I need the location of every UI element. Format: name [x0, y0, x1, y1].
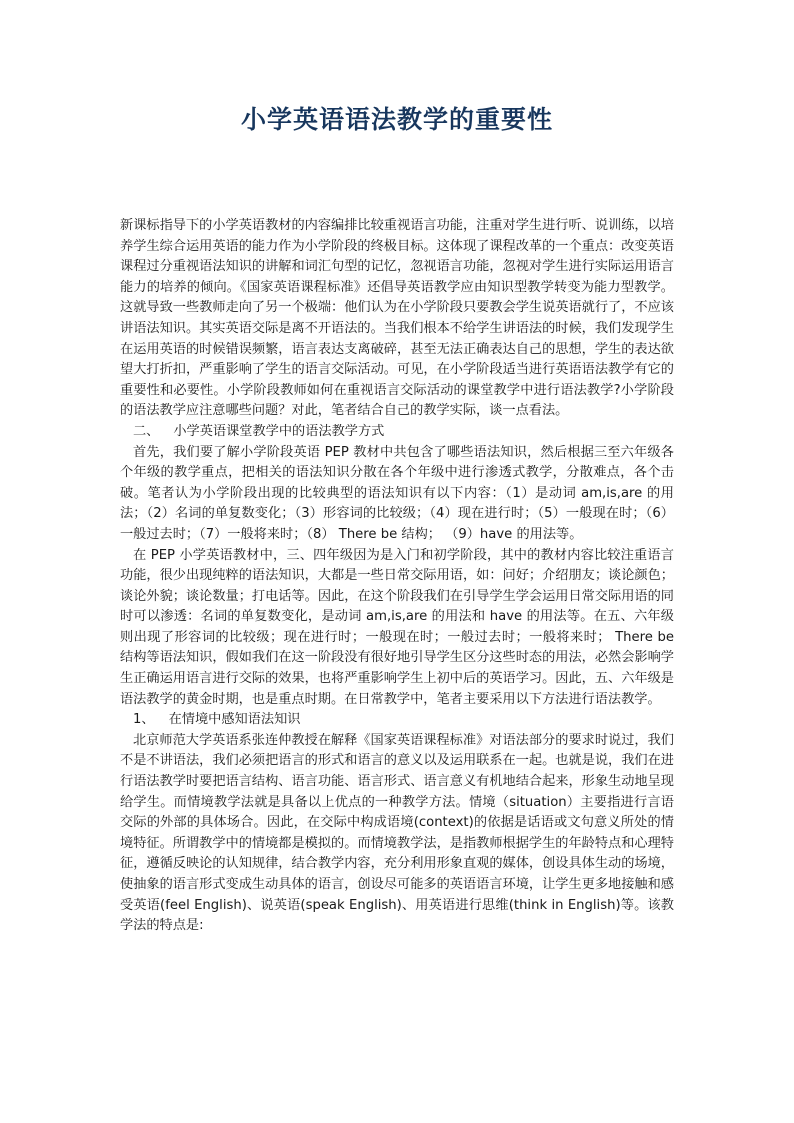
intro-paragraph: 新课标指导下的小学英语教材的内容编排比较重视语言功能，注重对学生进行听、说训练，以培养学生综合运用英语的能力作为小学阶段的终极目标。这体现了课程改革的一个重点：改变英语课程过分重视语法知识的讲解和词汇句型的记忆，忽视语言功能，忽视对学生进行实际运用语言能力的培养的倾向。《国家英语课程标准》还倡导英语教学应由知识型教学转变为能力型教学。这就导致一些教师走向了另一个极端：他们认为在小学阶段只要教会学生说英语就行了，不应该讲语法知识。其实英语交际是离不开语法的。当我们根本不给学生讲语法的时候，我们发现学生在运用英语的时候错误频繁，语言表达支离破碎，甚至无法正确表达自己的思想，学生的表达欲望大打折扣，严重影响了学生的语言交际活动。可见，在小学阶段适当进行英语语法教学有它的重要性和必要性。小学阶段教师如何在重视语言交际活动的课堂教学中进行语法教学?小学阶段的语法教学应注意哪些问题？对此，笔者结合自己的教学实际，谈一点看法。 — [120, 218, 674, 419]
subsection-number: 1、 — [133, 712, 155, 728]
pep-textbook-paragraph: 在 PEP 小学英语教材中，三、四年级因为是入门和初学阶段，其中的教材内容比较注重语言功能，很少出现纯粹的语法知识，大都是一些日常交际用语，如：问好；介绍朋友；谈论颜色；谈论外貌；谈论数量；打电话等。因此，在这个阶段我们在引导学生学会运用日常交际用语的同时可以渗透：名词的单复数变化，是动词 am,is,are 的用法和 have 的用法等。在五、六年级则出现了形容词的比较级；现在进行时；一般现在时；一般过去时；一般将来时； There be 结构等语法知识，假如我们在这一阶段没有很好地引导学生区分这些时态的用法，必然会影响学生正确运用语言进行交际的效果，也将严重影响学生上初中后的英语学习。因此，五、六年级是语法教学的黄金时期，也是重点时期。在日常教学中，笔者主要采用以下方法进行语法教学。 — [120, 547, 674, 707]
section-number: 二、 — [133, 423, 160, 439]
document-body — [120, 216, 674, 937]
situational-teaching-paragraph: 北京师范大学英语系张连仲教授在解释《国家英语课程标准》对语法部分的要求时说过，我们不是不讲语法，我们必须把语言的形式和语言的意义以及运用联系在一起。也就是说，我们在进行语法教学时要把语言结构、语言功能、语言形式、语言意义有机地结合起来，形象生动地呈现给学生。而情境教学法就是具备以上优点的一种教学方法。情境（situation）主要指进行言语交际的外部的具体场合。因此，在交际中构成语境(context)的依据是话语或文句意义所处的情境特征。所谓教学中的情境都是模拟的。而情境教学法，是指教师根据学生的年龄特点和心理特征，遵循反映论的认知规律，结合教学内容，充分利用形象直观的媒体，创设具体生动的场境，使抽象的语言形式变成生动具体的语言，创设尽可能多的英语语言环境，让学生更多地接触和感受英语(feel English)、说英语(speak English)、用英语进行思维(think in English)等。该教学法的特点是: — [120, 732, 674, 934]
section-title: 小学英语课堂教学中的语法教学方式 — [173, 423, 385, 439]
grammar-list-paragraph: 首先，我们要了解小学阶段英语 PEP 教材中共包含了哪些语法知识，然后根据三至六年级各个年级的教学重点，把相关的语法知识分散在各个年级中进行渗透式教学，分散难点，各个击破。笔者认为小学阶段出现的比较典型的语法知识有以下内容：（1）是动词 am,is,are 的用法；（2）名词的单复数变化；（3）形容词的比较级；（4）现在进行时；（5）一般现在时；（6）一般过去时；（7）一般将来时；（8） There be 结构； （9）have 的用法等。 — [120, 444, 674, 542]
subsection-title: 在情境中感知语法知识 — [168, 712, 301, 728]
section-heading-2 — [120, 422, 674, 443]
document-title: 小学英语语法教学的重要性 — [240, 105, 553, 134]
subsection-heading-1 — [120, 710, 674, 731]
